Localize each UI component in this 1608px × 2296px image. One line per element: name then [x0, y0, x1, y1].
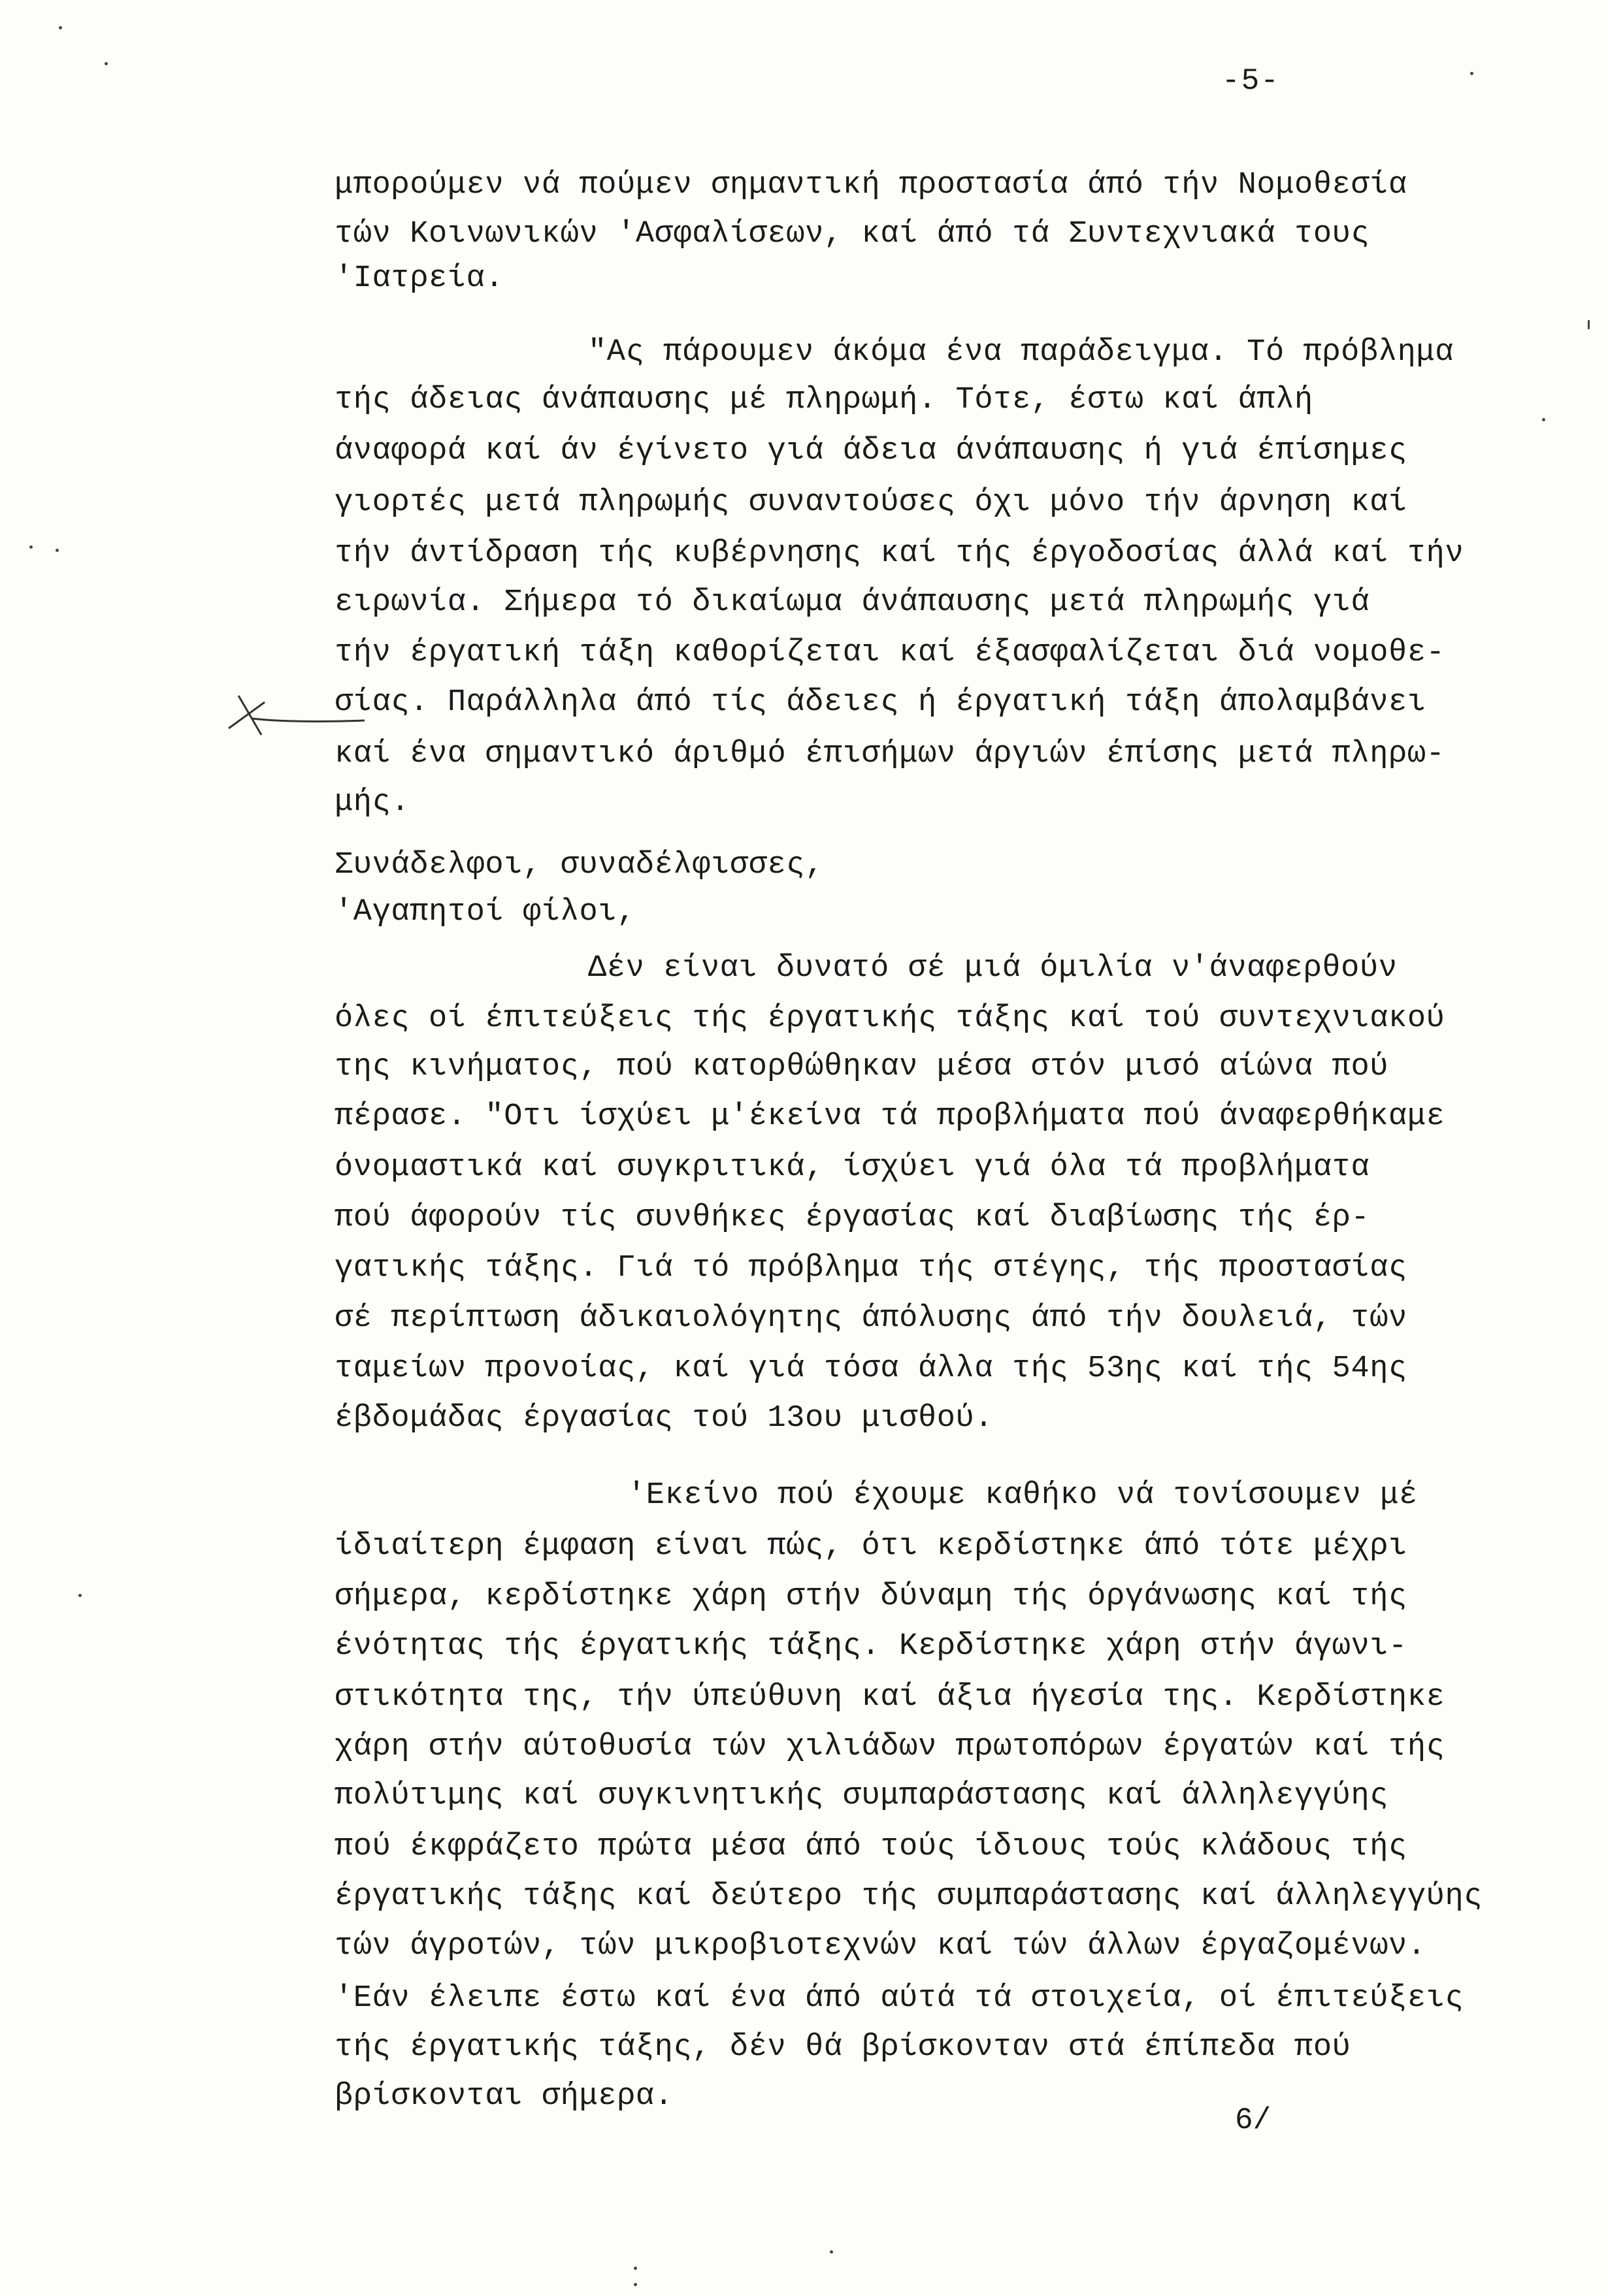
- text-line: όνομαστικά καί συγκριτικά, ίσχύει γιά όλα τά προβλήματα: [335, 1150, 1370, 1185]
- text-line: "Ας πάρουμεν άκόμα ένα παράδειγμα. Τό πρόβλημα: [588, 335, 1454, 370]
- text-line: γατικής τάξης. Γιά τό πρόβλημα τής στέγης, τής προστασίας: [335, 1251, 1407, 1285]
- text-line: τήν έργατική τάξη καθορίζεται καί έξασφαλίζεται διά νομοθε-: [335, 636, 1445, 670]
- text-line: 'Εάν έλειπε έστω καί ένα άπό αύτά τά στοιχεία, οί έπιτεύξεις: [335, 1981, 1464, 2016]
- text-line: σέ περίπτωση άδικαιολόγητης άπόλυσης άπό τήν δουλειά, τών: [335, 1301, 1407, 1336]
- text-line: σίας. Παράλληλα άπό τίς άδειες ή έργατική τάξη άπολαμβάνει: [335, 685, 1426, 720]
- text-line: πού έκφράζετο πρώτα μέσα άπό τούς ίδιους τούς κλάδους τής: [335, 1830, 1407, 1864]
- text-line: τήν άντίδραση τής κυβέρνησης καί τής έργοδοσίας άλλά καί τήν: [335, 536, 1464, 571]
- text-line: ταμείων προνοίας, καί γιά τόσα άλλα τής 53ης καί τής 54ης: [335, 1351, 1407, 1386]
- text-line: στικότητα της, τήν ύπεύθυνη καί άξια ήγεσία της. Κερδίστηκε: [335, 1680, 1445, 1715]
- text-line: ειρωνία. Σήμερα τό δικαίωμα άνάπαυσης μετά πληρωμής γιά: [335, 585, 1370, 620]
- text-line: πού άφορούν τίς συνθήκες έργασίας καί διαβίωσης τής έρ-: [335, 1201, 1370, 1235]
- scan-speck: [1588, 320, 1590, 329]
- text-line: όλες οί έπιτεύξεις τής έργατικής τάξης καί τού συντεχνιακού: [335, 1001, 1445, 1036]
- text-line: τής άδειας άνάπαυσης μέ πληρωμή. Τότε, έστω καί άπλή: [335, 383, 1313, 417]
- text-line: 'Ιατρεία.: [335, 261, 504, 296]
- text-line: έβδομάδας έργασίας τού 13ου μισθού.: [335, 1401, 994, 1436]
- text-line: της κινήματος, πού κατορθώθηκαν μέσα στόν μισό αίώνα πού: [335, 1050, 1389, 1084]
- text-line: τών άγροτών, τών μικροβιοτεχνών καί τών άλλων έργαζομένων.: [335, 1929, 1426, 1964]
- text-line: χάρη στήν αύτοθυσία τών χιλιάδων πρωτοπόρων έργατών καί τής: [335, 1730, 1445, 1764]
- text-line: σήμερα, κερδίστηκε χάρη στήν δύναμη τής όργάνωσης καί τής: [335, 1579, 1407, 1614]
- scan-speck: [1542, 418, 1545, 421]
- text-line: Δέν είναι δυνατό σέ μιά όμιλία ν'άναφερθούν: [588, 951, 1398, 986]
- text-line: τής έργατικής τάξης, δέν θά βρίσκονταν στά έπίπεδα πού: [335, 2030, 1351, 2065]
- scan-speck: [634, 2267, 637, 2270]
- scan-speck: [56, 549, 59, 552]
- scan-speck: [29, 545, 33, 549]
- text-line: πέρασε. "Οτι ίσχύει μ'έκείνα τά προβλήματα πού άναφερθήκαμε: [335, 1099, 1445, 1134]
- text-line: πολύτιμης καί συγκινητικής συμπαράστασης καί άλληλεγγύης: [335, 1779, 1389, 1813]
- scan-speck: [59, 26, 62, 29]
- text-line: Συνάδελφοι, συναδέλφισσες,: [335, 848, 824, 882]
- handwritten-cross-mark: [216, 683, 366, 748]
- text-line: μπορούμεν νά πούμεν σημαντική προστασία άπό τήν Νομοθεσία: [335, 168, 1407, 202]
- text-line: μής.: [335, 785, 410, 820]
- scan-speck: [1470, 72, 1473, 75]
- text-line: καί ένα σημαντικό άριθμό έπισήμων άργιών έπίσης μετά πληρω-: [335, 737, 1445, 771]
- text-line: βρίσκονται σήμερα.: [335, 2079, 674, 2114]
- text-line: ένότητας τής έργατικής τάξης. Κερδίστηκε χάρη στήν άγωνι-: [335, 1629, 1407, 1664]
- text-line: άναφορά καί άν έγίνετο γιά άδεια άνάπαυσης ή γιά έπίσημες: [335, 434, 1407, 468]
- text-line: έργατικής τάξης καί δεύτερο τής συμπαράστασης καί άλληλεγγύης: [335, 1879, 1483, 1914]
- text-line: ίδιαίτερη έμφαση είναι πώς, ότι κερδίστηκε άπό τότε μέχρι: [335, 1529, 1407, 1564]
- scan-speck: [634, 2283, 637, 2286]
- continuation-marker: 6/: [1235, 2103, 1272, 2137]
- text-line: 'Εκείνο πού έχουμε καθήκο νά τονίσουμεν μέ: [627, 1478, 1418, 1513]
- scan-speck: [830, 2250, 833, 2254]
- scan-speck: [105, 62, 108, 65]
- page-number: -5-: [1222, 64, 1280, 98]
- text-line: γιορτές μετά πληρωμής συναντούσες όχι μόνο τήν άρνηση καί: [335, 485, 1407, 520]
- text-line: 'Αγαπητοί φίλοι,: [335, 895, 636, 930]
- scan-speck: [78, 1594, 82, 1597]
- text-line: τών Κοινωνικών 'Ασφαλίσεων, καί άπό τά Συντεχνιακά τους: [335, 217, 1370, 251]
